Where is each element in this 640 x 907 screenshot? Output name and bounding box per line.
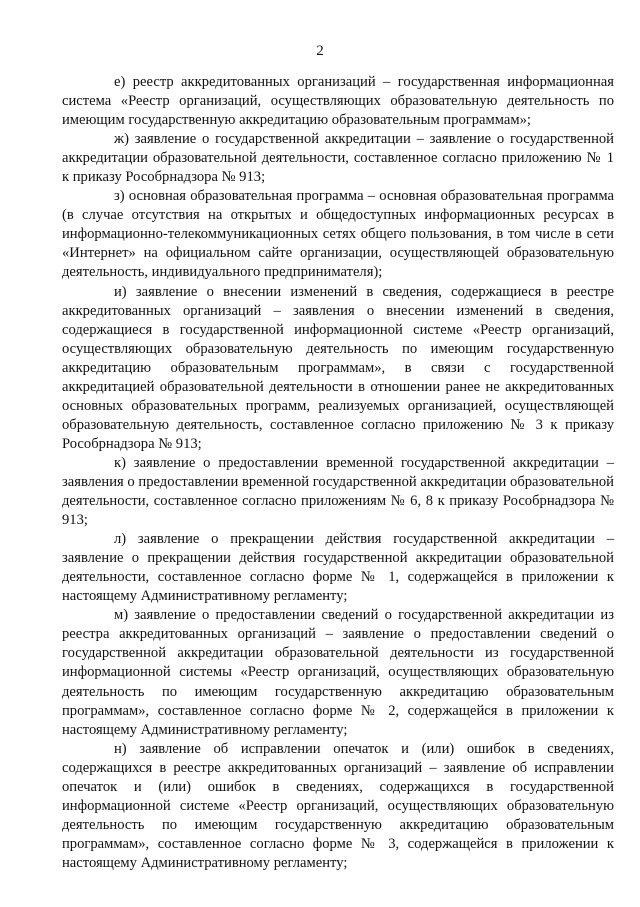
definition-paragraph-n: н) заявление об исправлении опечаток и (или) ошибок в сведениях, содержащихся в реестре аккредитованных организаций – заявление об исправлении опечаток и (или) ошибок в сведениях, содержащихся в государственной информационной системе «Реестр организаций, осуществляющих образовательную деятельность по имеющим государственную аккредитацию образовательным программам», составленное согласно форме № 3, содержащейся в приложении к настоящему Административному регламенту; [62, 740, 614, 871]
definition-paragraph-l: л) заявление о прекращении действия государственной аккредитации – заявление о прекращении действия государственной аккредитации образовательной деятельности, составленное согласно форме № 1, содержащейся в приложении к настоящему Административному регламенту; [62, 531, 614, 605]
definition-paragraph-m: м) заявление о предоставлении сведений о государственной аккредитации из реестра аккредитованных организаций – заявление о предоставлении сведений о государственной аккредитации образовательной деятельности из государственной информационной системы «Реестр организаций, осуществляющих образовательную деятельность по имеющим государственную аккредитацию образовательным программам», составленное согласно форме № 2, содержащейся в приложении к настоящему Административному регламенту; [62, 607, 614, 738]
definition-paragraph-k: к) заявление о предоставлении временной государственной аккредитации – заявления о предоставлении временной государственной аккредитации образовательной деятельности, составленное согласно приложениям № 6, 8 к приказу Рособрнадзора № 913; [62, 454, 614, 529]
document-body [62, 73, 614, 873]
definition-paragraph-i: и) заявление о внесении изменений в сведения, содержащиеся в реестре аккредитованных организаций – заявления о внесении изменений в сведения, содержащиеся в государственной информационной системе «Реестр организаций, осуществляющих образовательную деятельность по имеющим государственную аккредитацию образовательным программам», в связи с государственной аккредитацией образовательной деятельности в отношении ранее не аккредитованных основных образовательных программ, реализуемых организацией, осуществляющей образовательную деятельность, составленное согласно приложению № 3 к приказу Рособрнадзора № 913; [62, 283, 614, 452]
definition-paragraph-z: з) основная образовательная программа – основная образовательная программа (в случае отсутствия на открытых и общедоступных информационных ресурсах в информационно-телекоммуникационных сетях общего пользования, в том числе в сети «Интернет» на официальном сайте организации, осуществляющей образовательную деятельность, индивидуального предпринимателя); [62, 188, 614, 281]
definition-paragraph-e: е) реестр аккредитованных организаций – государственная информационная система «Реестр организаций, осуществляющих образовательную деятельность по имеющим государственную аккредитацию образовательным программам»; [62, 74, 614, 129]
page-number: 2 [316, 43, 324, 59]
definition-paragraph-zh: ж) заявление о государственной аккредитации – заявление о государственной аккредитации образовательной деятельности, составленное согласно приложению № 1 к приказу Рособрнадзора № 913; [62, 131, 614, 186]
